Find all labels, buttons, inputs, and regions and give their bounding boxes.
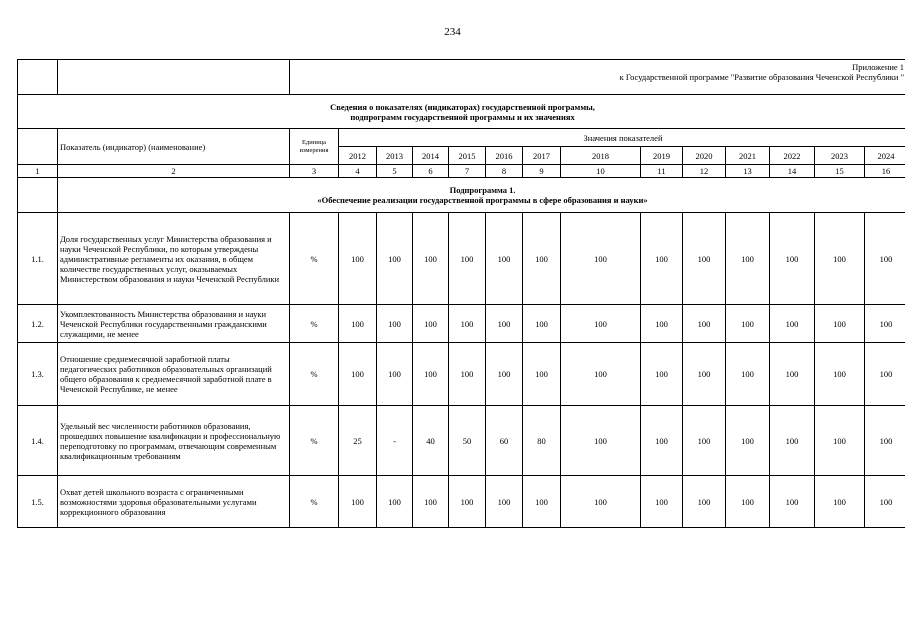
value-cell: 100 [377, 305, 413, 343]
column-number: 9 [523, 165, 561, 178]
value-cell: 100 [486, 343, 523, 406]
subprogram-header [58, 178, 905, 213]
value-cell: 40 [413, 406, 449, 476]
value-cell: 100 [561, 476, 641, 528]
value-cell: 100 [683, 476, 726, 528]
value-cell: 100 [339, 476, 377, 528]
header-indicator: Показатель (индикатор) (наименование) [58, 129, 290, 165]
value-cell: 100 [413, 476, 449, 528]
column-number: 12 [683, 165, 726, 178]
value-cell: 100 [523, 213, 561, 305]
blank-cell [18, 60, 58, 95]
subprogram-line-1: Подпрограмма 1. [449, 185, 516, 195]
column-number: 13 [726, 165, 770, 178]
year-header: 2019 [641, 147, 683, 165]
year-header: 2023 [815, 147, 865, 165]
year-header: 2022 [770, 147, 815, 165]
header-unit: Единица измерения [290, 129, 339, 165]
value-cell: 100 [770, 343, 815, 406]
table-row [18, 406, 905, 476]
table-title [18, 95, 905, 129]
column-number: 2 [58, 165, 290, 178]
appendix-line-2: к Государственной программе "Развитие образования Чеченской Республики " [619, 72, 905, 82]
year-header: 2014 [413, 147, 449, 165]
year-header: 2020 [683, 147, 726, 165]
indicator-name: Отношение среднемесячной заработной платы педагогических работников образовательных организаций общего образования к среднемесячной заработной плате в Чеченской Республике, не менее [58, 343, 290, 406]
value-cell: 100 [865, 305, 905, 343]
header-values-caption: Значения показателей [339, 129, 905, 147]
value-cell: 100 [815, 213, 865, 305]
value-cell: 100 [339, 213, 377, 305]
table-row [18, 213, 905, 305]
column-number: 3 [290, 165, 339, 178]
unit-cell: % [290, 343, 339, 406]
indicators-table [17, 59, 905, 528]
appendix-line-1: Приложение 1 [852, 62, 905, 72]
year-header: 2024 [865, 147, 905, 165]
value-cell: 100 [770, 406, 815, 476]
row-number: 1.4. [18, 406, 58, 476]
column-number: 11 [641, 165, 683, 178]
value-cell: 100 [523, 305, 561, 343]
column-number: 6 [413, 165, 449, 178]
value-cell: 100 [726, 343, 770, 406]
column-number: 4 [339, 165, 377, 178]
value-cell: 100 [770, 213, 815, 305]
unit-cell: % [290, 305, 339, 343]
value-cell: 100 [413, 305, 449, 343]
value-cell: 100 [865, 476, 905, 528]
value-cell: 100 [865, 343, 905, 406]
indicator-name: Удельный вес численности работников образования, прошедших повышение квалификации и профессиональную переподготовку по программам, отвечающим современным квалификационным требованиям [58, 406, 290, 476]
value-cell: 100 [726, 406, 770, 476]
table-title-line-1: Сведения о показателях (индикаторах) государственной программы, [330, 101, 595, 112]
value-cell: 100 [561, 213, 641, 305]
value-cell: 100 [641, 343, 683, 406]
table-row [18, 305, 905, 343]
value-cell: 100 [561, 343, 641, 406]
page-number: 234 [444, 26, 461, 38]
subprogram-num-blank [18, 178, 58, 213]
column-number: 8 [486, 165, 523, 178]
value-cell: 100 [865, 406, 905, 476]
value-cell: 60 [486, 406, 523, 476]
value-cell: 100 [683, 406, 726, 476]
value-cell: 100 [377, 476, 413, 528]
value-cell: 100 [641, 476, 683, 528]
value-cell: 100 [523, 476, 561, 528]
year-header: 2018 [561, 147, 641, 165]
row-number: 1.1. [18, 213, 58, 305]
column-number: 7 [449, 165, 486, 178]
value-cell: 100 [815, 406, 865, 476]
value-cell: 100 [449, 305, 486, 343]
value-cell: 100 [523, 343, 561, 406]
column-number: 10 [561, 165, 641, 178]
value-cell: 100 [641, 305, 683, 343]
value-cell: 100 [683, 305, 726, 343]
year-header: 2015 [449, 147, 486, 165]
year-header: 2017 [523, 147, 561, 165]
value-cell: 100 [641, 213, 683, 305]
year-header: 2013 [377, 147, 413, 165]
table-row [18, 476, 905, 528]
row-number: 1.3. [18, 343, 58, 406]
value-cell: 100 [815, 305, 865, 343]
value-cell: 100 [486, 305, 523, 343]
column-number: 14 [770, 165, 815, 178]
value-cell: - [377, 406, 413, 476]
row-number: 1.2. [18, 305, 58, 343]
year-header: 2012 [339, 147, 377, 165]
indicator-name: Охват детей школьного возраста с ограниченными возможностями здоровья образовательными услугами коррекционного образования [58, 476, 290, 528]
value-cell: 100 [486, 213, 523, 305]
table-title-line-2: подпрограмм государственной программы и их значениях [350, 111, 575, 122]
value-cell: 100 [413, 213, 449, 305]
subprogram-line-2: «Обеспечение реализации государственной программы в сфере образования и науки» [317, 195, 648, 205]
appendix-note [290, 60, 905, 95]
value-cell: 100 [770, 305, 815, 343]
value-cell: 100 [449, 343, 486, 406]
blank-cell [58, 60, 290, 95]
value-cell: 50 [449, 406, 486, 476]
value-cell: 100 [770, 476, 815, 528]
value-cell: 100 [561, 305, 641, 343]
value-cell: 80 [523, 406, 561, 476]
indicator-name: Укомплектованность Министерства образования и науки Чеченской Республики государственными гражданскими служащими, не менее [58, 305, 290, 343]
value-cell: 100 [339, 305, 377, 343]
value-cell: 100 [449, 213, 486, 305]
value-cell: 100 [865, 213, 905, 305]
value-cell: 100 [377, 213, 413, 305]
row-number: 1.5. [18, 476, 58, 528]
value-cell: 100 [683, 343, 726, 406]
value-cell: 100 [815, 476, 865, 528]
value-cell: 100 [726, 476, 770, 528]
value-cell: 100 [413, 343, 449, 406]
value-cell: 100 [339, 343, 377, 406]
value-cell: 100 [449, 476, 486, 528]
column-number: 15 [815, 165, 865, 178]
column-number: 5 [377, 165, 413, 178]
unit-cell: % [290, 476, 339, 528]
table-row [18, 343, 905, 406]
unit-cell: % [290, 406, 339, 476]
indicator-name: Доля государственных услуг Министерства образования и науки Чеченской Республики, по которым утверждены административные регламенты их оказания, в общем количестве государственных услуг, оказываемых Министерством образования и науки Чеченской Республики [58, 213, 290, 305]
column-number: 1 [18, 165, 58, 178]
value-cell: 100 [377, 343, 413, 406]
header-num-blank [18, 129, 58, 165]
value-cell: 25 [339, 406, 377, 476]
unit-cell: % [290, 213, 339, 305]
value-cell: 100 [641, 406, 683, 476]
value-cell: 100 [726, 213, 770, 305]
column-number: 16 [865, 165, 905, 178]
value-cell: 100 [726, 305, 770, 343]
value-cell: 100 [486, 476, 523, 528]
value-cell: 100 [561, 406, 641, 476]
value-cell: 100 [683, 213, 726, 305]
value-cell: 100 [815, 343, 865, 406]
year-header: 2016 [486, 147, 523, 165]
year-header: 2021 [726, 147, 770, 165]
